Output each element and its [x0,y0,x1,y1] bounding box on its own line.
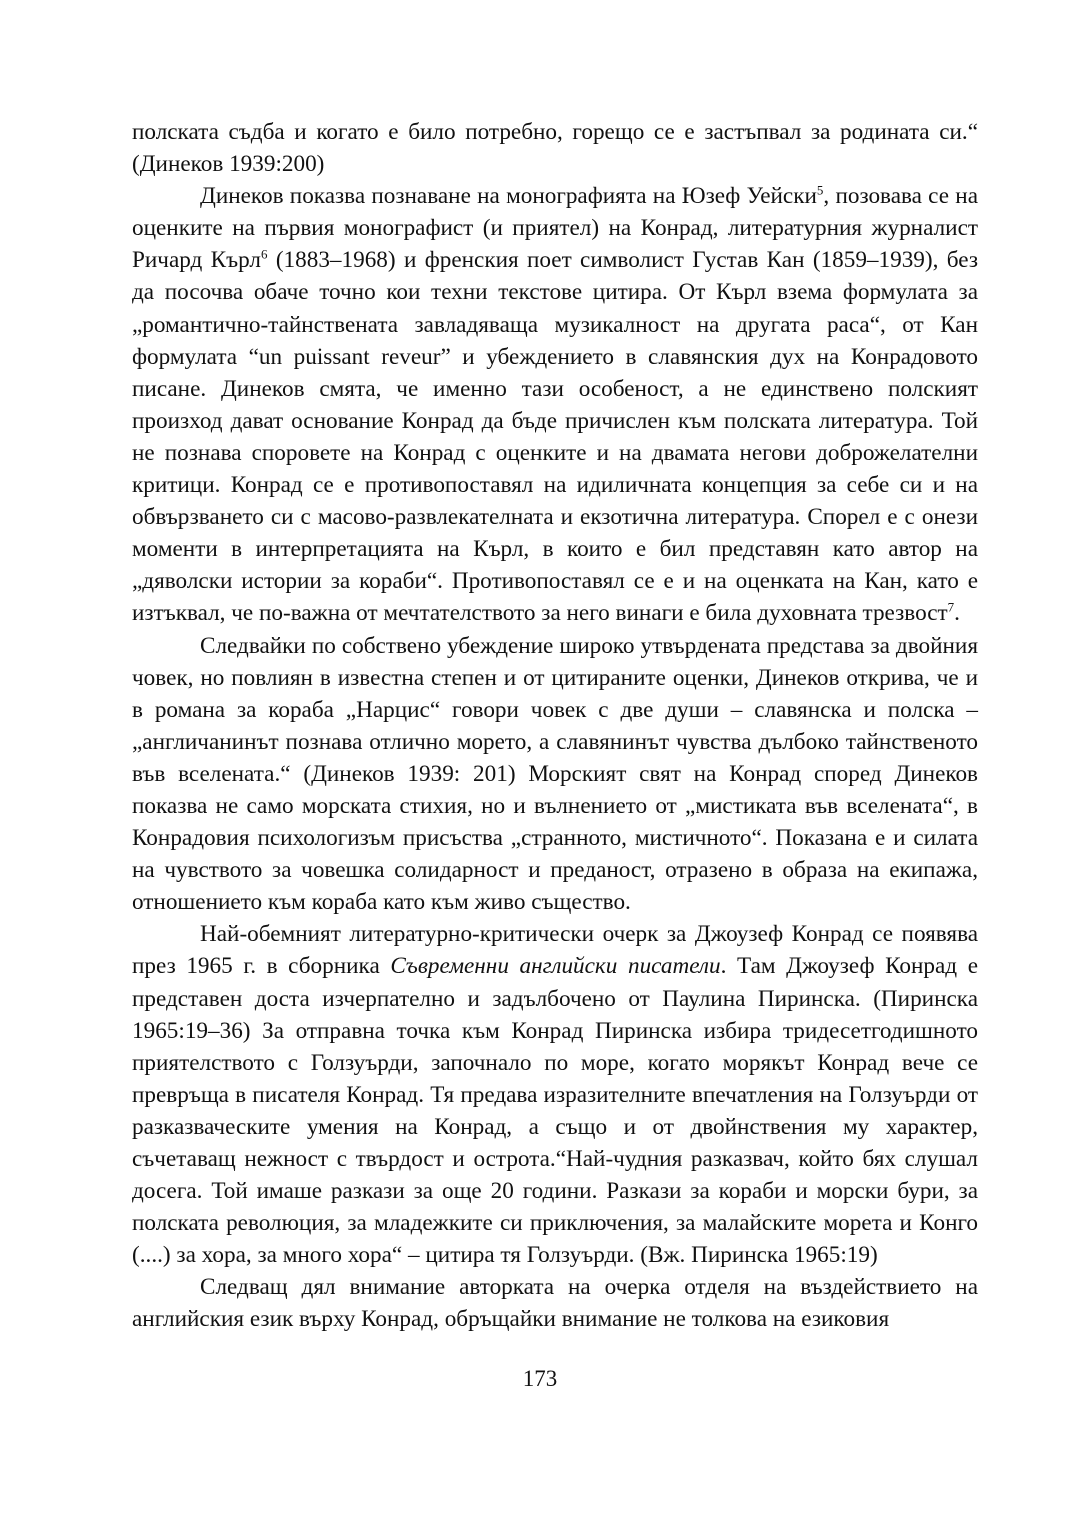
book-title-italic: Съвременни английски писатели [390,953,721,980]
page-number: 173 [522,1366,558,1391]
paragraph-3: Следвайки по собствено убеждение широко утвърдената представа за двойния човек, но повлиян в известна степен и от цитираните оценки, Динеков открива, че и в романа за кораба „Нарцис“ говори човек с две души – славянска и полска – „англичанинът познава отлично морето, а славянинът чувства дълбоко тайнственото във вселената.“ (Динеков 1939: 201) Морският свят на Конрад според Динеков показва не само морската стихия, но и вълнението от „мистиката във вселената“, в Конрадовия психологизъм присъства „странното, мистичното“. Показана е и силата на чувството за човешка солидарност и преданост, отразено в образа на екипажа, отношението към кораба като към живо същество. [132,632,978,916]
paragraph-4-text-b: . Там Джоузеф Конрад е представен доста изчерпателно и задълбочено от Паулина Пиринска. (Пиринска 1965:19–36) За отправна точка към Конрад Пиринска избира тридесетгодишното приятелството с Голзуърди, започнало по море, когато морякът Конрад вече се превръща в писателя Конрад. Тя предава изразителните впечатления на Голзуърди от разказваческите умения на Конрад, а също и от двойнствения му характер, съчетаващ нежност с твърдост и острота.“Най-чудния разказвач, който бях слушал досега. Той имаше разкази за още 20 години. Разкази за кораби и морски бури, за полската революция, за младежките си приключения, за малайските морета и Конго (....) за хора, за много хора“ – цитира тя Голзуърди. (Вж. Пиринска 1965:19) [132,953,978,1269]
paragraph-2-text-c: (1883–1968) и френския поет символист Густав Кан (1859–1939), без да посочва обаче точно кои техни текстове цитира. От Кърл взема формулата за „романтично-тайнствената завладяваща музикалност на другата раса“, от Кан формулата “un puissant reveur” и убеждението в славянския дух на Конрадовото писане. Динеков смята, че именно тази особеност, а не единствено полският произход дават основание Конрад да бъде причислен към полската литература. Той не познава споровете на Конрад с оценките и на двамата негови доброжелателни критици. Конрад се е противопоставял на идиличната концепция за себе си и на обвързването си с масово-развлекателната и екзотична литература. Спорел е с онези моменти в интерпретацията на Кърл, в които е бил представян като автор на „дяволски истории за кораби“. Противопоставял се е и на оценката на Кан, като е изтъквал, че по-важна от мечтателството за него винаги е била духовната трезвост [132,247,978,627]
page-body [132,116,978,1336]
footnote-ref-6: 6 [261,246,268,262]
footnote-ref-5: 5 [816,182,824,198]
paragraph-5: Следващ дял внимание авторката на очерка отделя на въздействието на английския език върху Конрад, обръщайки внимание не толкова на езиковия [132,1274,978,1333]
paragraph-2-text-d: . [954,600,960,627]
paragraph-1: полската съдба и когато е било потребно, горещо се е застъпвал за родината си.“ (Динеков 1939:200) [132,119,978,178]
paragraph-4 [132,918,978,1271]
paragraph-2 [132,180,978,629]
paragraph-2-text-a: Динеков показва познаване на монографията на Юзеф Уейски [200,183,817,210]
paragraph-2-text-b: , позовава се на оценките на първия монографист (и приятел) на Конрад, литературния журналист Ричард Кърл [132,183,978,274]
footnote-ref-7: 7 [947,599,955,615]
paragraph-4-text-a: Най-обемният литературно-критически очерк за Джоузеф Конрад се появява през 1965 г. в сборника [132,921,978,980]
